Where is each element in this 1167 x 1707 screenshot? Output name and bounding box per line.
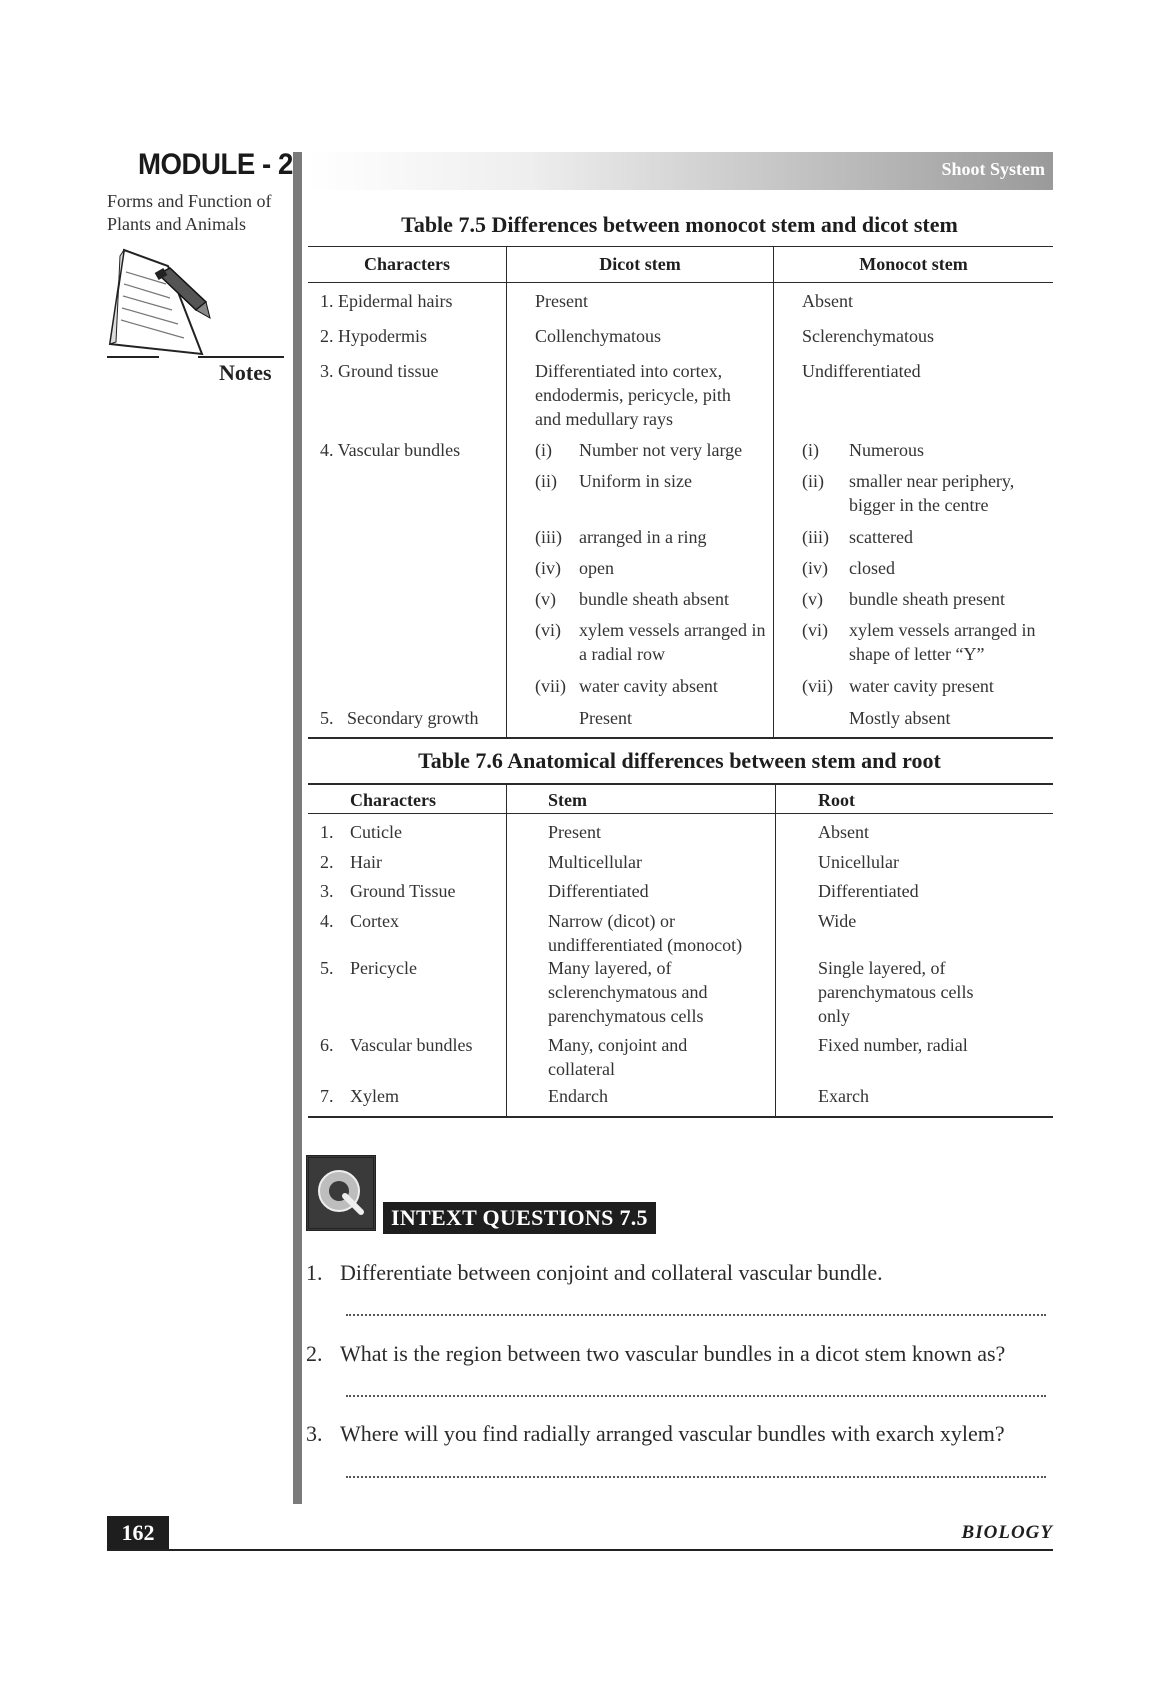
row-character: Cuticle: [350, 822, 402, 842]
row-root: Absent: [818, 822, 869, 842]
vb-monocot: scattered: [849, 527, 913, 547]
question: [306, 1259, 1056, 1287]
section-header-band: [306, 152, 1053, 190]
table-cell-dicot: Collenchymatous: [535, 326, 661, 346]
table-column-rule: [506, 784, 507, 1116]
row-stem: Endarch: [548, 1086, 608, 1106]
notes-rule-right: [198, 356, 284, 358]
intext-question-icon: [306, 1155, 376, 1231]
notes-label: Notes: [219, 360, 272, 385]
row-number: 3.: [320, 881, 334, 901]
table-column-rule: [506, 247, 507, 737]
vb-dicot: Uniform in size: [579, 471, 692, 491]
row-root: Unicellular: [818, 852, 899, 872]
table-header-characters: Characters: [350, 790, 436, 810]
row-stem: Many layered, of sclerenchymatous and parenchymatous cells: [548, 958, 708, 1026]
row-character: Pericycle: [350, 958, 417, 978]
row-character: Cortex: [350, 911, 399, 931]
question-number: 1.: [306, 1260, 323, 1285]
q-magnifier-icon: [309, 1158, 373, 1228]
table-row-character: 2. Hypodermis: [320, 326, 427, 346]
page-number: 162: [107, 1516, 169, 1550]
row-number: 6.: [320, 1035, 334, 1055]
row-root: Exarch: [818, 1086, 869, 1106]
table-header-root: Root: [818, 790, 855, 810]
table-7-6-title: Table 7.6 Anatomical differences between stem and root: [418, 748, 941, 773]
row-character: Hair: [350, 852, 382, 872]
vb-numeral: (vi): [535, 620, 561, 640]
row-character: Xylem: [350, 1086, 399, 1106]
vb-numeral: (iii): [535, 527, 562, 547]
row-stem: Differentiated: [548, 881, 649, 901]
question-text: Differentiate between conjoint and collateral vascular bundle.: [340, 1260, 883, 1285]
table-cell-monocot: Mostly absent: [849, 708, 951, 728]
answer-line[interactable]: [346, 1391, 1046, 1397]
vb-monocot: bundle sheath present: [849, 589, 1005, 609]
table-row-character: 5. Secondary growth: [320, 708, 479, 728]
module-title: MODULE - 2: [138, 148, 293, 181]
table-rule: [308, 783, 1053, 785]
vb-numeral: (vii): [802, 676, 833, 696]
row-stem: Narrow (dicot) or undifferentiated (monocot): [548, 911, 743, 955]
vb-dicot: water cavity absent: [579, 676, 718, 696]
vb-numeral: (v): [802, 589, 823, 609]
table-cell-monocot: Undifferentiated: [802, 361, 921, 381]
table-header-stem: Stem: [548, 790, 587, 810]
vb-numeral: (i): [535, 440, 552, 460]
row-root: Wide: [818, 911, 857, 931]
table-cell-dicot: Present: [579, 708, 632, 728]
vb-numeral: (iv): [535, 558, 561, 578]
row-root: Single layered, of parenchymatous cells only: [818, 958, 974, 1026]
table-header-dicot: Dicot stem: [599, 254, 681, 274]
table-7-5-title: Table 7.5 Differences between monocot stem and dicot stem: [401, 212, 958, 237]
footer-subject: BIOLOGY: [961, 1522, 1053, 1543]
table-header-monocot: Monocot stem: [859, 254, 968, 274]
row-stem: Present: [548, 822, 601, 842]
vb-numeral: (iii): [802, 527, 829, 547]
row-root: Differentiated: [818, 881, 919, 901]
question-text: What is the region between two vascular bundles in a dicot stem known as?: [340, 1341, 1006, 1366]
table-column-rule: [775, 784, 776, 1116]
table-column-rule: [773, 247, 774, 737]
row-stem: Multicellular: [548, 852, 642, 872]
footer-rule: [107, 1549, 1053, 1551]
module-subtitle: [107, 190, 272, 236]
table-rule: [308, 737, 1053, 739]
table-rule: [308, 246, 1053, 247]
vb-numeral: (vii): [535, 676, 566, 696]
row-number: 4.: [320, 911, 334, 931]
table-row-character: 4. Vascular bundles: [320, 440, 461, 460]
table-rule: [308, 1116, 1053, 1118]
row-root: Fixed number, radial: [818, 1035, 968, 1055]
vb-numeral: (iv): [802, 558, 828, 578]
row-stem: Many, conjoint and collateral: [548, 1035, 688, 1079]
table-cell-monocot: Sclerenchymatous: [802, 326, 934, 346]
table-rule: [308, 282, 1053, 283]
answer-line[interactable]: [346, 1310, 1046, 1316]
row-number: 7.: [320, 1086, 334, 1106]
vb-dicot: xylem vessels arranged in a radial row: [579, 620, 766, 664]
vb-numeral: (ii): [535, 471, 557, 491]
vb-monocot: smaller near periphery, bigger in the centre: [849, 471, 1015, 515]
row-number: 5.: [320, 958, 334, 978]
row-number: 1.: [320, 822, 334, 842]
question: [306, 1420, 1056, 1448]
section-header: Shoot System: [941, 159, 1045, 179]
row-character: Ground Tissue: [350, 881, 456, 901]
vb-dicot: Number not very large: [579, 440, 743, 460]
table-cell-monocot: Absent: [802, 291, 853, 311]
answer-line[interactable]: [346, 1472, 1046, 1478]
vb-dicot: bundle sheath absent: [579, 589, 729, 609]
vb-dicot: open: [579, 558, 614, 578]
question-text: Where will you find radially arranged vascular bundles with exarch xylem?: [340, 1421, 1005, 1446]
module-subtitle-line1: Forms and Function of: [107, 191, 272, 211]
intext-questions-label: INTEXT QUESTIONS 7.5: [383, 1202, 656, 1234]
vb-dicot: arranged in a ring: [579, 527, 707, 547]
row-character: Vascular bundles: [350, 1035, 473, 1055]
module-subtitle-line2: Plants and Animals: [107, 214, 246, 234]
table-row-character: 1. Epidermal hairs: [320, 291, 453, 311]
table-header-characters: Characters: [364, 254, 450, 274]
vb-numeral: (ii): [802, 471, 824, 491]
vb-numeral: (i): [802, 440, 819, 460]
notes-pencil-icon: [106, 244, 216, 368]
question-number: 2.: [306, 1341, 323, 1366]
vb-monocot: closed: [849, 558, 895, 578]
margin-bar: [293, 152, 302, 1504]
question-number: 3.: [306, 1421, 323, 1446]
table-rule: [308, 813, 1053, 814]
table-row-character: 3. Ground tissue: [320, 361, 439, 381]
vb-monocot: water cavity present: [849, 676, 994, 696]
table-cell-dicot: Differentiated into cortex, endodermis, pericycle, pith and medullary rays: [535, 361, 731, 429]
vb-monocot: Numerous: [849, 440, 924, 460]
vb-numeral: (vi): [802, 620, 828, 640]
vb-monocot: xylem vessels arranged in shape of letter “Y”: [849, 620, 1036, 664]
question: [306, 1340, 1056, 1368]
row-number: 2.: [320, 852, 334, 872]
table-cell-dicot: Present: [535, 291, 588, 311]
notes-rule-left: [107, 356, 159, 358]
vb-numeral: (v): [535, 589, 556, 609]
